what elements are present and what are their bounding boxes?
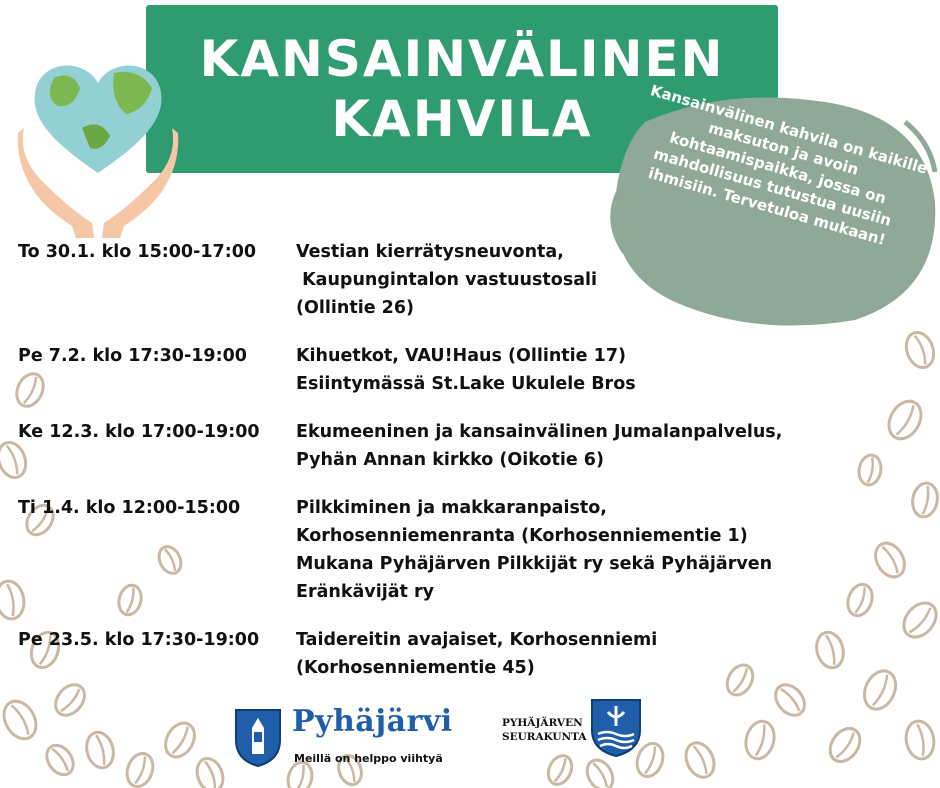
town-slogan: Meillä on helppo viihtyä bbox=[294, 752, 443, 765]
event-date: To 30.1. klo 15:00-17:00 bbox=[18, 242, 257, 262]
event-item bbox=[18, 626, 898, 682]
parish-name bbox=[502, 716, 587, 744]
logo-bar bbox=[232, 696, 672, 776]
event-item bbox=[18, 418, 898, 474]
event-details bbox=[296, 494, 898, 606]
event-date: Ti 1.4. klo 12:00-15:00 bbox=[18, 498, 241, 518]
event-details bbox=[296, 626, 898, 682]
town-name: Pyhäjärvi bbox=[292, 704, 453, 739]
event-line: Pilkkiminen ja makkaranpaisto, bbox=[296, 498, 607, 518]
event-line: Korhosenniemenranta (Korhosenniementie 1) bbox=[296, 526, 748, 546]
event-line: Esiintymässä St.Lake Ukulele Bros bbox=[296, 374, 636, 394]
event-line: Mukana Pyhäjärven Pilkkijät ry sekä Pyhäjärven bbox=[296, 554, 773, 574]
title-line-1: KANSAINVÄLINEN bbox=[199, 30, 725, 88]
coffee-bean-icon bbox=[903, 719, 937, 761]
coffee-bean-icon bbox=[123, 750, 158, 788]
parish-name-line-1: PYHÄJÄRVEN bbox=[502, 717, 583, 729]
title-line-2: KAHVILA bbox=[331, 90, 593, 148]
event-date: Ke 12.3. klo 17:00-19:00 bbox=[18, 422, 260, 442]
coffee-bean-icon bbox=[897, 597, 940, 644]
event-item bbox=[18, 342, 898, 398]
town-coat-of-arms-icon bbox=[232, 706, 284, 768]
event-date: Pe 7.2. klo 17:30-19:00 bbox=[18, 346, 247, 366]
coffee-bean-icon bbox=[910, 481, 940, 519]
coffee-bean-icon bbox=[193, 755, 228, 788]
event-line: Ekumeeninen ja kansainvälinen Jumalanpalvelus, bbox=[296, 422, 783, 442]
coffee-bean-icon bbox=[0, 695, 42, 744]
event-line: Eränkävijät ry bbox=[296, 582, 435, 602]
heart-hands-globe-illustration bbox=[14, 48, 182, 238]
event-date: Pe 23.5. klo 17:30-19:00 bbox=[18, 630, 260, 650]
event-line: Taidereitin avajaiset, Korhosenniemi bbox=[296, 630, 658, 650]
event-item bbox=[18, 494, 898, 606]
coffee-bean-icon bbox=[742, 718, 778, 762]
parish-name-line-2: SEURAKUNTA bbox=[502, 731, 587, 743]
event-line: Pyhän Annan kirkko (Oikotie 6) bbox=[296, 450, 604, 470]
event-details bbox=[296, 418, 898, 474]
parish-logo bbox=[502, 696, 682, 768]
coffee-bean-icon bbox=[824, 723, 866, 767]
event-line: (Ollintie 26) bbox=[296, 298, 415, 318]
event-line: Vestian kierrätysneuvonta, bbox=[296, 242, 564, 262]
event-line: Kihuetkot, VAU!Haus (Ollintie 17) bbox=[296, 346, 626, 366]
coffee-bean-icon bbox=[83, 729, 117, 770]
parish-emblem-icon bbox=[588, 696, 644, 758]
coffee-bean-icon bbox=[41, 740, 78, 779]
event-line: (Korhosenniementie 45) bbox=[296, 658, 535, 678]
coffee-bean-icon bbox=[160, 718, 200, 762]
coffee-bean-icon bbox=[902, 329, 939, 372]
town-logo bbox=[232, 706, 464, 766]
info-text: Kansainvälinen kahvila on kaikille maksuton ja avoin kohtaamispaikka, jossa on mahdollisuus tutustua uusiin ihmisiin. Tervetuloa mukaan! bbox=[646, 81, 930, 249]
event-line: Kaupungintalon vastuustosali bbox=[296, 270, 598, 290]
coffee-bean-icon bbox=[681, 738, 720, 782]
event-details bbox=[296, 342, 898, 398]
